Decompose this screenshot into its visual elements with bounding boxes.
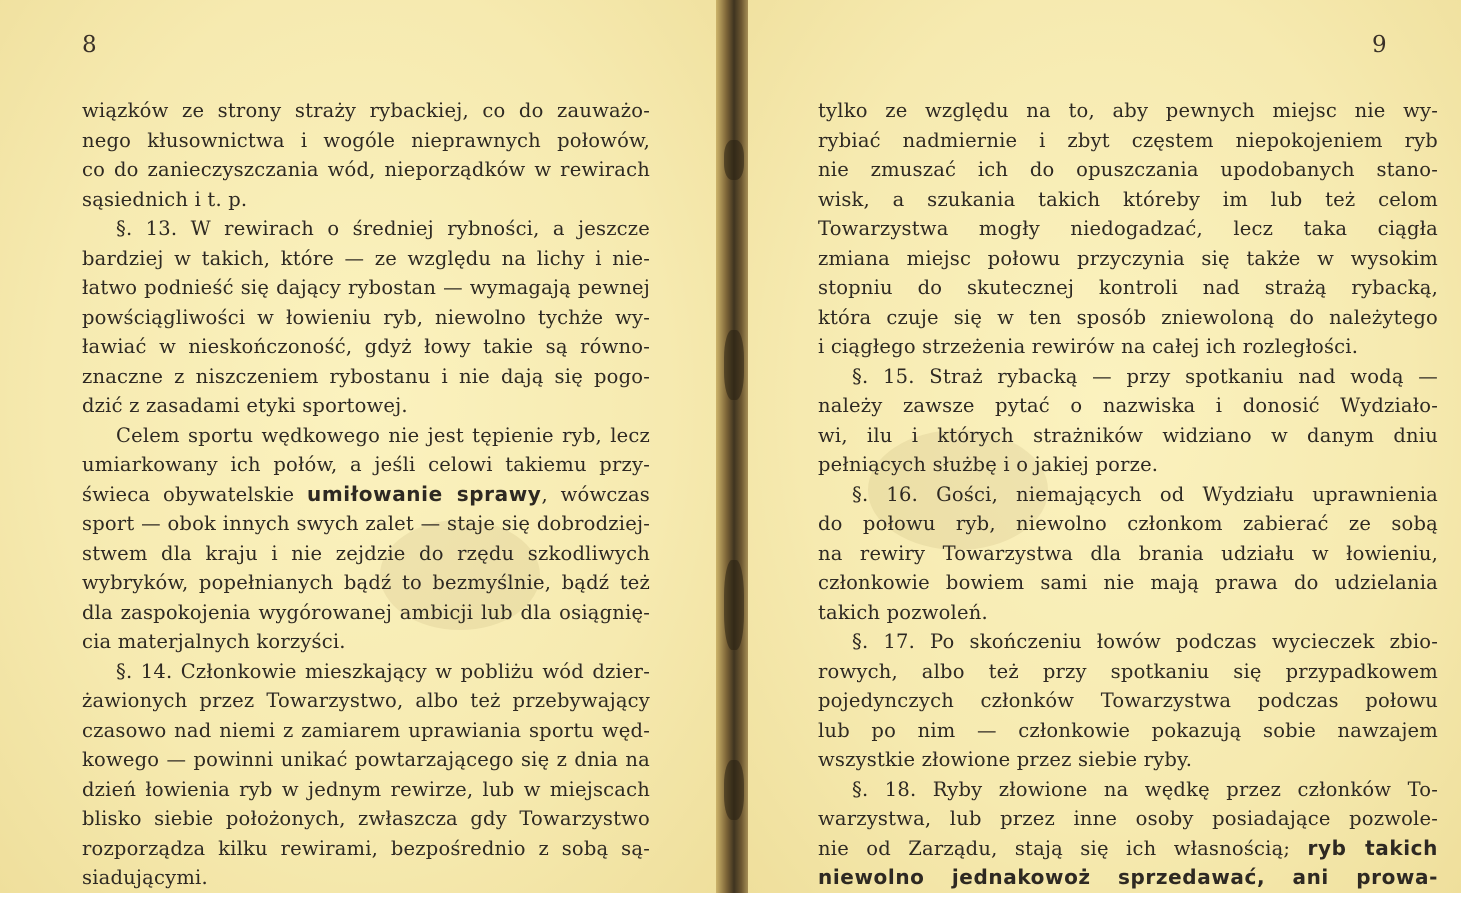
text-line <box>82 804 650 834</box>
text-line <box>82 775 650 805</box>
text-line <box>82 598 650 628</box>
text-segment: takich pozwoleń. <box>818 600 988 624</box>
emphasized-text: niewolno jednakowoż sprzedawać, ani prowa- <box>818 865 1438 889</box>
gutter-stain <box>724 140 744 180</box>
text-line <box>82 303 650 333</box>
text-line <box>82 244 650 274</box>
text-line <box>82 214 650 244</box>
text-line <box>818 598 1438 628</box>
text-segment: §. 16. Gości, niemających od Wydziału uprawnienia <box>852 482 1438 506</box>
text-segment: należy zawsze pytać o nazwiska i donosić Wydziało- <box>818 394 1438 417</box>
text-line <box>818 450 1438 480</box>
text-segment: która czuje się w ten sposób zniewoloną do należytego <box>818 305 1438 329</box>
page-number-left: 8 <box>82 32 97 58</box>
text-segment: stopniu do skutecznej kontroli nad strażą rybacką, <box>818 276 1438 299</box>
text-segment: §. 13. W rewirach o średniej rybności, a jeszcze <box>116 217 650 240</box>
text-segment: i ciągłego strzeżenia rewirów na całej ich rozległości. <box>818 335 1359 358</box>
text-line <box>82 362 650 392</box>
text-segment: cia materjalnych korzyści. <box>82 630 346 653</box>
text-segment: pełniących służbę i o jakiej porze. <box>818 453 1159 476</box>
text-line <box>818 834 1438 864</box>
text-line <box>82 657 650 687</box>
text-line <box>818 716 1438 746</box>
gutter-stain <box>724 560 744 650</box>
text-line <box>82 539 650 569</box>
text-segment: wi, ilu i których strażników widziano w danym dniu <box>818 423 1438 447</box>
text-segment: do połowu ryb, niewolno członkom zabierać ze sobą <box>818 512 1438 535</box>
emphasized-text: umiłowanie sprawy <box>307 481 542 506</box>
text-line <box>818 155 1438 185</box>
right-page-text <box>818 96 1438 893</box>
text-line <box>82 509 650 539</box>
text-segment: Celem sportu wędkowego nie jest tępienie ryb, lecz <box>116 423 650 447</box>
text-line <box>818 775 1438 805</box>
gutter-stain <box>724 330 744 400</box>
text-segment: wybryków, popełnianych bądź to bezmyślnie, bądź też <box>82 571 650 594</box>
text-segment: §. 18. Ryby złowione na wędkę przez członków To- <box>852 777 1438 801</box>
text-line <box>82 686 650 716</box>
text-segment: ławiać w nieskończoność, gdyż łowy takie są równo- <box>82 335 650 358</box>
text-line <box>818 126 1438 156</box>
gutter-stain <box>724 760 744 820</box>
left-page-text <box>82 96 650 893</box>
text-segment: dzić z zasadami etyki sportowej. <box>82 394 408 417</box>
text-segment: czasowo nad niemi z zamiarem uprawiania sportu węd- <box>82 718 650 742</box>
text-segment: sport — obok innych swych zalet — staje się dobrodziej- <box>82 512 650 535</box>
text-segment: rozporządza kilku rewirami, bezpośrednio z sobą są- <box>82 836 650 860</box>
text-line <box>818 332 1438 362</box>
text-segment: nie zmuszać ich do opuszczania upodobanych stano- <box>818 158 1438 181</box>
text-line <box>818 362 1438 392</box>
text-line <box>818 657 1438 687</box>
text-segment: na rewiry Towarzystwa dla brania udziału w łowieniu, <box>818 541 1438 565</box>
text-segment: pojedynczych członków Towarzystwa podczas połowu <box>818 689 1438 712</box>
text-segment: dla zaspokojenia wygórowanej ambicji lub dla osiągnię- <box>82 600 650 624</box>
text-line <box>818 539 1438 569</box>
text-line <box>82 450 650 480</box>
text-segment: rowych, albo też przy spotkaniu się przypadkowem <box>818 659 1438 683</box>
text-line <box>818 686 1438 716</box>
text-segment: warzystwa, lub przez inne osoby posiadające pozwole- <box>818 807 1438 830</box>
text-line <box>82 332 650 362</box>
text-line <box>82 745 650 775</box>
text-segment: umiarkowany ich połów, a jeśli celowi takiemu przy- <box>82 453 650 476</box>
text-line <box>818 244 1438 274</box>
text-segment: lub po nim — członkowie pokazują sobie nawzajem <box>818 718 1438 742</box>
text-segment: co do zanieczyszczania wód, nieporządków w rewirach <box>82 158 650 181</box>
text-segment: §. 14. Członkowie mieszkający w pobliżu wód dzier- <box>116 659 650 683</box>
text-segment: Towarzystwa mogły niedogadzać, lecz taka ciągła <box>818 217 1438 240</box>
text-line <box>82 126 650 156</box>
text-segment: nego kłusownictwa i wogóle nieprawnych połowów, <box>82 128 650 152</box>
text-line <box>82 568 650 598</box>
text-line <box>818 303 1438 333</box>
text-line <box>818 745 1438 775</box>
left-page <box>0 0 722 893</box>
right-page <box>748 0 1461 893</box>
emphasized-text: ryb takich <box>1307 835 1438 860</box>
text-line <box>82 716 650 746</box>
text-segment: , wówczas <box>541 482 651 506</box>
text-segment: dzień łowienia ryb w jednym rewirze, lub w miejscach <box>82 777 650 801</box>
text-segment: bardziej w takich, które — ze względu na lichy i nie- <box>82 246 650 270</box>
text-segment: wisk, a szukania takich któreby im lub też celom <box>818 187 1438 211</box>
text-line <box>818 273 1438 303</box>
text-line <box>82 480 650 510</box>
text-line <box>818 185 1438 215</box>
text-segment: kowego — powinni unikać powtarzającego się z dnia na <box>82 748 650 771</box>
text-segment: siadującymi. <box>82 866 208 889</box>
text-segment: blisko siebie położonych, zwłaszcza gdy Towarzystwo <box>82 807 650 830</box>
text-line <box>818 627 1438 657</box>
text-segment: §. 15. Straż rybacką — przy spotkaniu nad wodą — <box>852 364 1438 388</box>
text-line <box>818 214 1438 244</box>
text-segment: zmiana miejsc połowu przyczynia się także w wysokim <box>818 246 1438 270</box>
text-segment: powściągliwości w łowieniu ryb, niewolno tychże wy- <box>82 305 650 329</box>
text-line <box>82 155 650 185</box>
book-gutter <box>716 0 752 893</box>
text-segment: znaczne z niszczeniem rybostanu i nie dają się pogo- <box>82 364 650 388</box>
text-line <box>818 863 1438 893</box>
text-segment: łatwo podnieść się dający rybostan — wymagają pewnej <box>82 276 650 299</box>
text-segment: wiązków ze strony straży rybackiej, co do zauważo- <box>82 99 650 122</box>
page-number-right: 9 <box>1372 32 1387 58</box>
text-segment: sąsiednich i t. p. <box>82 187 248 211</box>
text-segment: tylko ze względu na to, aby pewnych miejsc nie wy- <box>818 99 1438 122</box>
text-segment: stwem dla kraju i nie zejdzie do rzędu szkodliwych <box>82 541 650 565</box>
text-segment: żawionych przez Towarzystwo, albo też przebywający <box>82 689 650 712</box>
text-line <box>818 96 1438 126</box>
text-line <box>82 273 650 303</box>
text-line <box>818 480 1438 510</box>
text-line <box>818 421 1438 451</box>
text-line <box>818 509 1438 539</box>
text-line <box>82 627 650 657</box>
text-segment: §. 17. Po skończeniu łowów podczas wycieczek zbio- <box>852 630 1438 653</box>
text-segment: nie od Zarządu, stają się ich własnością; <box>818 836 1308 860</box>
text-line <box>82 863 650 893</box>
text-segment: wszystkie złowione przez siebie ryby. <box>818 748 1193 771</box>
text-segment: świeca obywatelskie <box>82 482 308 506</box>
text-segment: rybiać nadmiernie i zbyt częstem niepokojeniem ryb <box>818 128 1438 152</box>
text-segment: członkowie bowiem sami nie mają prawa do udzielania <box>818 571 1438 594</box>
text-line <box>82 96 650 126</box>
text-line <box>82 834 650 864</box>
text-line <box>82 185 650 215</box>
text-line <box>818 391 1438 421</box>
text-line <box>818 804 1438 834</box>
text-line <box>82 391 650 421</box>
text-line <box>82 421 650 451</box>
text-line <box>818 568 1438 598</box>
